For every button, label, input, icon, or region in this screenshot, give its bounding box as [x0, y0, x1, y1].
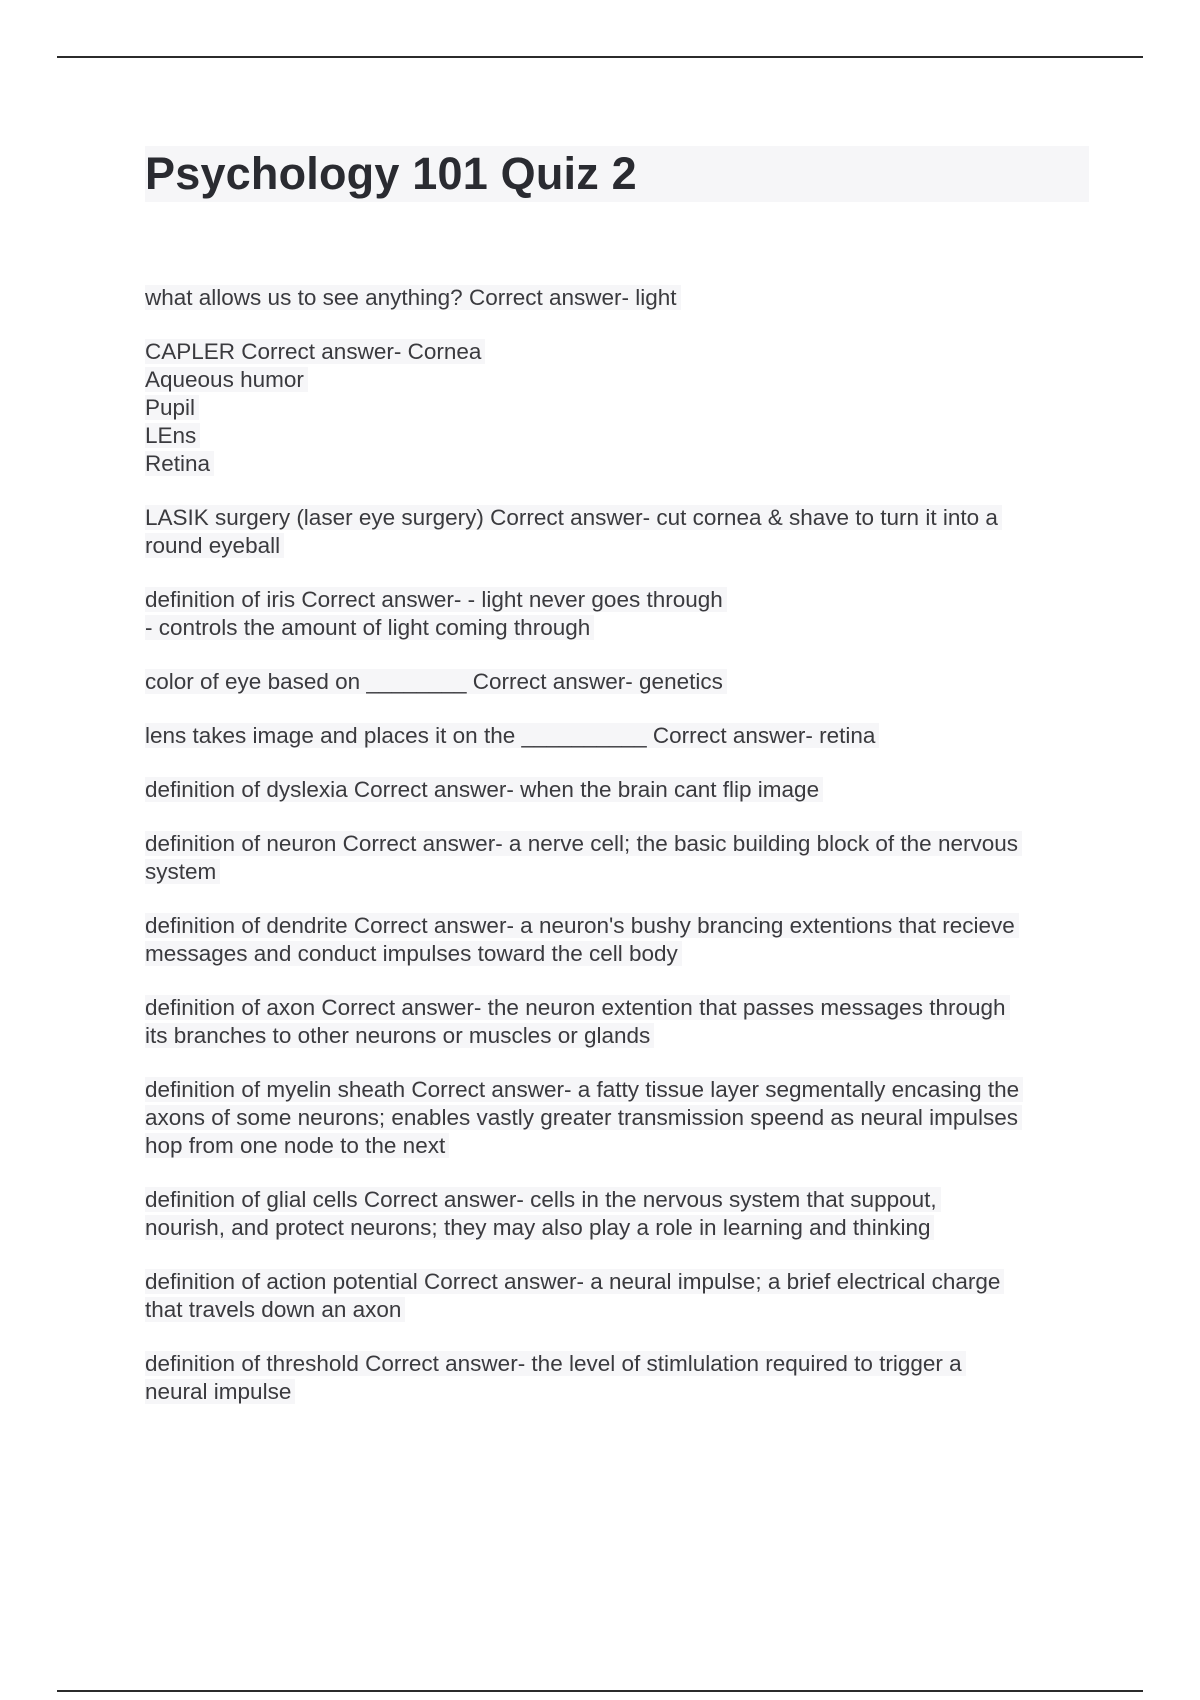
qa-line — [145, 586, 1095, 614]
question-list — [145, 284, 1095, 1432]
qa-text: definition of dyslexia Correct answer- when the brain cant flip image — [145, 777, 823, 802]
qa-text: hop from one node to the next — [145, 1133, 449, 1158]
qa-text: that travels down an axon — [145, 1297, 405, 1322]
qa-line — [145, 1350, 1095, 1378]
qa-line — [145, 422, 1095, 450]
qa-line — [145, 1378, 1095, 1406]
qa-item — [145, 830, 1095, 886]
qa-line — [145, 1076, 1095, 1104]
qa-item — [145, 338, 1095, 478]
qa-line — [145, 994, 1095, 1022]
qa-line — [145, 830, 1095, 858]
qa-line — [145, 722, 1095, 750]
qa-line — [145, 394, 1095, 422]
qa-text: axons of some neurons; enables vastly greater transmission speend as neural impulses — [145, 1105, 1022, 1130]
page-title: Psychology 101 Quiz 2 — [145, 148, 637, 199]
qa-line — [145, 338, 1095, 366]
qa-text: definition of glial cells Correct answer- cells in the nervous system that suppout, — [145, 1187, 941, 1212]
qa-line — [145, 532, 1095, 560]
qa-text: color of eye based on ________ Correct answer- genetics — [145, 669, 727, 694]
qa-text: its branches to other neurons or muscles or glands — [145, 1023, 654, 1048]
qa-text: definition of dendrite Correct answer- a neuron's bushy brancing extentions that recieve — [145, 913, 1019, 938]
qa-text: neural impulse — [145, 1379, 295, 1404]
qa-line — [145, 940, 1095, 968]
top-rule — [57, 56, 1143, 58]
qa-item — [145, 1076, 1095, 1160]
qa-line — [145, 450, 1095, 478]
qa-line — [145, 668, 1095, 696]
qa-text: - controls the amount of light coming through — [145, 615, 594, 640]
qa-line — [145, 614, 1095, 642]
qa-line — [145, 504, 1095, 532]
qa-text: messages and conduct impulses toward the cell body — [145, 941, 682, 966]
qa-line — [145, 284, 1095, 312]
qa-item — [145, 586, 1095, 642]
qa-line — [145, 366, 1095, 394]
qa-text: definition of neuron Correct answer- a nerve cell; the basic building block of the nervous — [145, 831, 1022, 856]
bottom-rule — [57, 1690, 1143, 1692]
qa-text: what allows us to see anything? Correct answer- light — [145, 285, 681, 310]
qa-line — [145, 1022, 1095, 1050]
qa-item — [145, 722, 1095, 750]
qa-text: definition of action potential Correct answer- a neural impulse; a brief electrical charge — [145, 1269, 1004, 1294]
qa-text: LASIK surgery (laser eye surgery) Correct answer- cut cornea & shave to turn it into a — [145, 505, 1002, 530]
qa-line — [145, 1296, 1095, 1324]
qa-text: nourish, and protect neurons; they may also play a role in learning and thinking — [145, 1215, 934, 1240]
qa-text: definition of threshold Correct answer- the level of stimlulation required to trigger a — [145, 1351, 966, 1376]
qa-item — [145, 912, 1095, 968]
qa-line — [145, 1104, 1095, 1132]
qa-text: CAPLER Correct answer- Cornea — [145, 339, 485, 364]
qa-item — [145, 668, 1095, 696]
qa-line — [145, 858, 1095, 886]
qa-item — [145, 1350, 1095, 1406]
qa-text: Pupil — [145, 395, 199, 420]
qa-text: LEns — [145, 423, 200, 448]
qa-text: round eyeball — [145, 533, 284, 558]
qa-item — [145, 776, 1095, 804]
qa-text: Retina — [145, 451, 214, 476]
qa-text: Aqueous humor — [145, 367, 308, 392]
qa-line — [145, 1214, 1095, 1242]
qa-line — [145, 1132, 1095, 1160]
qa-line — [145, 1186, 1095, 1214]
qa-text: lens takes image and places it on the __________ Correct answer- retina — [145, 723, 879, 748]
qa-text: definition of axon Correct answer- the neuron extention that passes messages through — [145, 995, 1010, 1020]
qa-item — [145, 994, 1095, 1050]
qa-item — [145, 1186, 1095, 1242]
qa-text: definition of myelin sheath Correct answer- a fatty tissue layer segmentally encasing the — [145, 1077, 1023, 1102]
qa-line — [145, 776, 1095, 804]
qa-item — [145, 284, 1095, 312]
qa-item — [145, 1268, 1095, 1324]
qa-text: definition of iris Correct answer- - light never goes through — [145, 587, 727, 612]
qa-line — [145, 1268, 1095, 1296]
qa-line — [145, 912, 1095, 940]
qa-item — [145, 504, 1095, 560]
qa-text: system — [145, 859, 220, 884]
